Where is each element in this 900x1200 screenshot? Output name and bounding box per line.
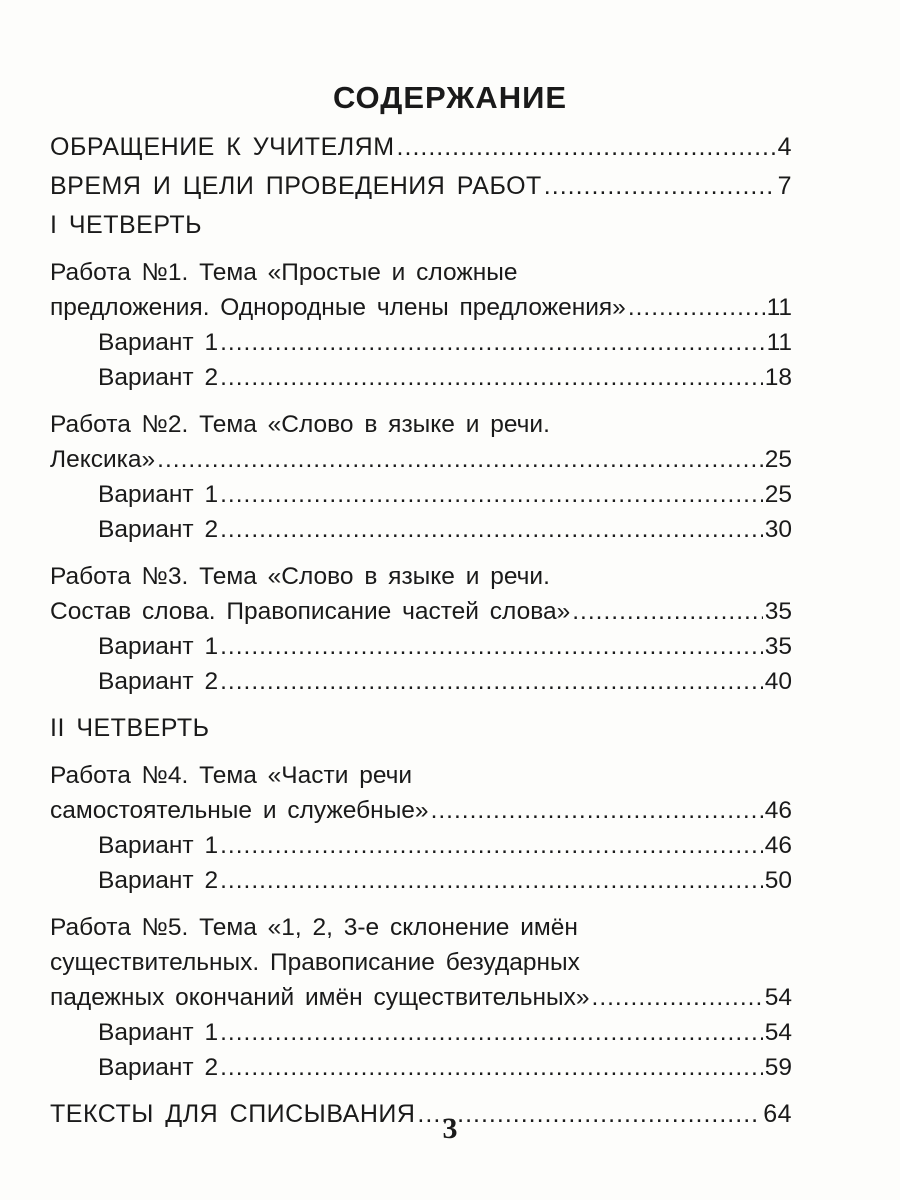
dot-leader	[157, 442, 763, 477]
toc-entry-work5-variant1	[50, 1015, 792, 1050]
toc-page-number: 54	[764, 984, 792, 1011]
dot-leader	[220, 664, 763, 699]
toc-entry-work2	[50, 442, 792, 477]
toc-page-number: 11	[766, 329, 792, 356]
toc-page-number: 25	[764, 446, 792, 473]
toc-entry-label: Вариант 1	[98, 481, 219, 508]
section-label: I ЧЕТВЕРТЬ	[50, 211, 203, 239]
toc-entry-work2-title	[50, 407, 792, 442]
toc-page-number: 18	[764, 364, 792, 391]
toc-entry-label: Вариант 1	[98, 633, 219, 660]
toc-entry-label: предложения. Однородные члены предложения»	[50, 294, 626, 321]
toc-entry-work3-variant2	[50, 664, 792, 699]
section-heading-q1	[50, 208, 792, 243]
toc-entry-label: Лексика»	[50, 446, 156, 473]
toc-page-number: 46	[764, 797, 792, 824]
toc-page-number: 35	[764, 598, 792, 625]
toc-entry-label: Состав слова. Правописание частей слова»	[50, 598, 571, 625]
toc-entry-label: Работа №2. Тема «Слово в языке и речи.	[50, 411, 550, 438]
section-heading-q2	[50, 711, 792, 746]
toc-entry-work3	[50, 594, 792, 629]
toc-entry-work4-variant2	[50, 863, 792, 898]
toc-page-number: 11	[766, 294, 792, 321]
toc-entry-work2-variant2	[50, 512, 792, 547]
toc-page-number: 50	[764, 867, 792, 894]
toc-entry-work2-variant1	[50, 477, 792, 512]
toc-entry-label: падежных окончаний имён существительных»	[50, 984, 590, 1011]
dot-leader	[628, 290, 765, 325]
toc-entry-label: Работа №1. Тема «Простые и сложные	[50, 259, 518, 286]
table-of-contents	[50, 130, 792, 1132]
dot-leader	[220, 1050, 763, 1085]
toc-entry-label: Вариант 1	[98, 329, 219, 356]
dot-leader	[572, 594, 762, 629]
dot-leader	[431, 793, 763, 828]
toc-entry-label: Работа №4. Тема «Части речи	[50, 762, 413, 789]
toc-entry-work5	[50, 980, 792, 1015]
toc-page-number: 35	[764, 633, 792, 660]
dot-leader	[220, 863, 763, 898]
dot-leader	[220, 629, 763, 664]
toc-entry-work3-variant1	[50, 629, 792, 664]
toc-entry-work4-variant1	[50, 828, 792, 863]
dot-leader	[220, 1015, 763, 1050]
toc-entry-label: Вариант 1	[98, 1019, 219, 1046]
toc-entry-work4	[50, 793, 792, 828]
toc-page-number: 4	[777, 133, 792, 161]
toc-page-number: 30	[764, 516, 792, 543]
toc-entry-label: Работа №5. Тема «1, 2, 3-е склонение имён	[50, 914, 578, 941]
toc-entry-label: ОБРАЩЕНИЕ К УЧИТЕЛЯМ	[50, 133, 395, 161]
toc-entry-label: ВРЕМЯ И ЦЕЛИ ПРОВЕДЕНИЯ РАБОТ	[50, 172, 542, 200]
section-label: II ЧЕТВЕРТЬ	[50, 714, 210, 742]
toc-entry-work5-title	[50, 910, 792, 945]
toc-entry-work3-title	[50, 559, 792, 594]
dot-leader	[397, 130, 776, 165]
toc-entry-work5-title-cont	[50, 945, 792, 980]
toc-entry-label: Вариант 1	[98, 832, 219, 859]
toc-entry-work1	[50, 290, 792, 325]
toc-heading: СОДЕРЖАНИЕ	[332, 80, 568, 115]
toc-entry-label: самостоятельные и служебные»	[50, 797, 429, 824]
dot-leader	[592, 980, 763, 1015]
toc-entry-work1-title	[50, 255, 792, 290]
toc-entry-timing	[50, 169, 792, 204]
toc-entry-label: Вариант 2	[98, 1054, 219, 1081]
dot-leader	[220, 512, 763, 547]
toc-page-number: 40	[764, 668, 792, 695]
toc-page-number: 7	[777, 172, 792, 200]
dot-leader	[220, 477, 763, 512]
dot-leader	[544, 169, 776, 204]
page-number: 3	[442, 1112, 458, 1145]
toc-entry-work4-title	[50, 758, 792, 793]
toc-entry-label: Вариант 2	[98, 364, 219, 391]
toc-page-number: 64	[763, 1100, 792, 1128]
toc-entry-work1-variant2	[50, 360, 792, 395]
dot-leader	[220, 360, 763, 395]
toc-page-number: 25	[764, 481, 792, 508]
toc-entry-label: существительных. Правописание безударных	[50, 949, 580, 976]
toc-entry-label: ТЕКСТЫ ДЛЯ СПИСЫВАНИЯ	[50, 1100, 416, 1128]
toc-entry-label: Вариант 2	[98, 516, 219, 543]
toc-page-number: 59	[764, 1054, 792, 1081]
toc-entry-label: Вариант 2	[98, 867, 219, 894]
toc-entry-teachers	[50, 130, 792, 165]
toc-entry-label: Вариант 2	[98, 668, 219, 695]
toc-page-number: 54	[764, 1019, 792, 1046]
toc-page-number: 46	[764, 832, 792, 859]
toc-entry-work1-variant1	[50, 325, 792, 360]
dot-leader	[220, 828, 763, 863]
dot-leader	[220, 325, 764, 360]
toc-entry-work5-variant2	[50, 1050, 792, 1085]
toc-entry-label: Работа №3. Тема «Слово в языке и речи.	[50, 563, 550, 590]
